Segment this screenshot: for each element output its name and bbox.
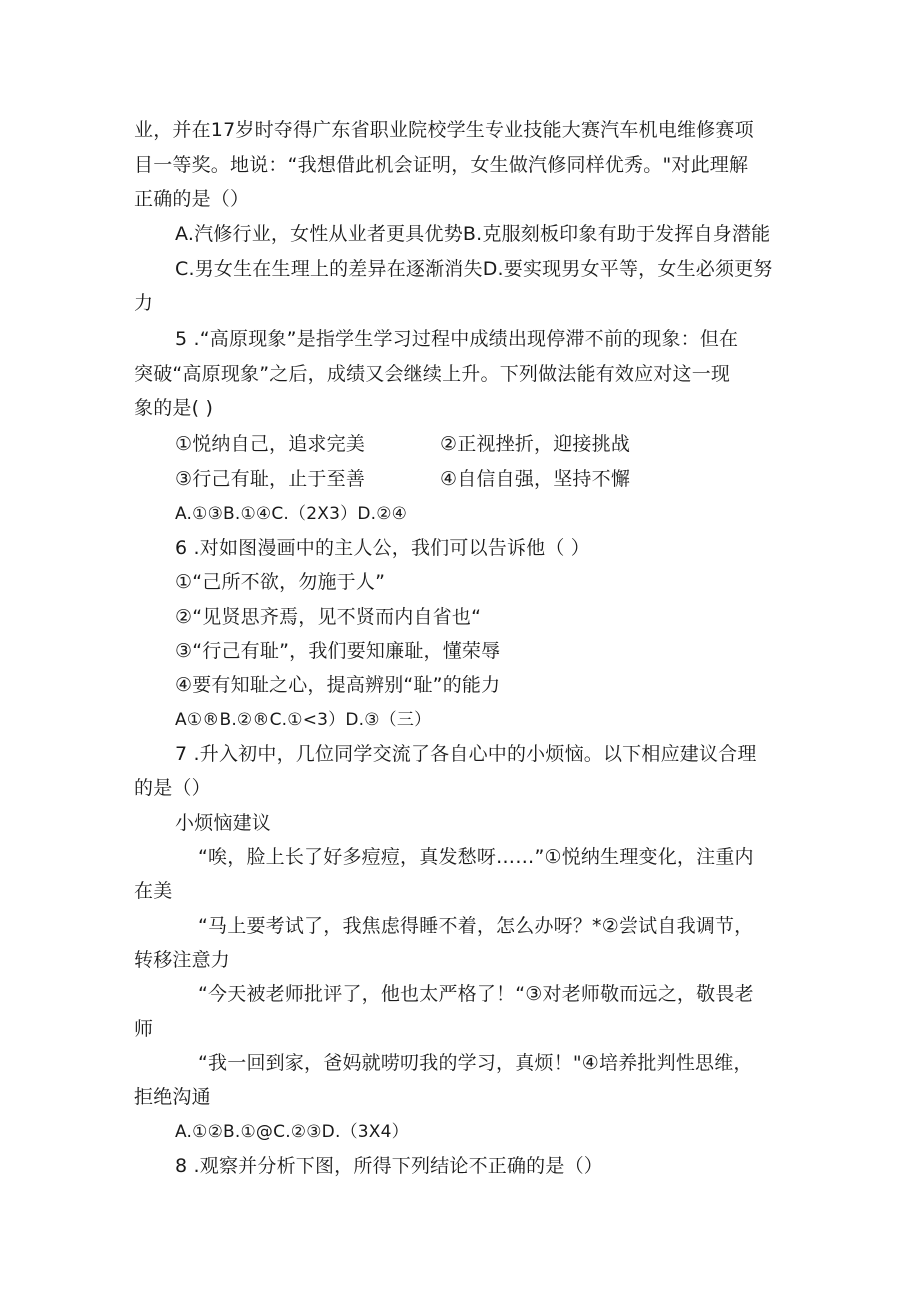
q4-options-cd: C.男女生在生理上的差异在逐渐消失D.要实现男女平等，女生必须更努	[175, 258, 773, 280]
q5-item-3: ③行己有耻，止于至善	[175, 468, 366, 490]
q7-row-2: “马上要考试了，我焦虑得睡不着，怎么办呀？*②尝试自我调节，	[198, 915, 754, 937]
q7-table-header: 小烦恼建议	[175, 812, 272, 834]
q7-stem-line-1: 7 .升入初中，几位同学交流了各自心中的小烦恼。以下相应建议合理	[175, 743, 757, 765]
q7-row-3-cont: 师	[134, 1018, 154, 1040]
q7-answers: A.①②B.①@C.②③D.（3X4）	[175, 1122, 409, 1142]
q6-answers: A①®B.②®C.①<3）D.③（三）	[175, 710, 432, 730]
q4-options-ab: A.汽修行业，女性从业者更具优势B.克服刻板印象有助于发挥自身潜能	[175, 223, 771, 245]
q6-item-3: ③“行己有耻”，我们要知廉耻，懂荣辱	[175, 640, 501, 662]
q4-text-line-1: 业，并在17岁时夺得广东省职业院校学生专业技能大赛汽车机电维修赛项	[134, 119, 754, 141]
q6-item-4: ④要有知耻之心，提高辨别“耻”的能力	[175, 674, 501, 696]
q5-stem-line-1: 5 .“高原现象”是指学生学习过程中成绩出现停滞不前的现象：但在	[175, 328, 739, 350]
q4-text-line-3: 正确的是（）	[134, 188, 250, 210]
q5-answers: A.①③B.①④C.（2X3）D.②④	[175, 504, 408, 524]
q7-row-1: “唉，脸上长了好多痘痘，真发愁呀……”①悦纳生理变化，注重内	[198, 846, 754, 868]
q6-stem: 6 .对如图漫画中的主人公，我们可以告诉他（ ）	[175, 537, 591, 559]
q4-text-line-2: 目一等奖。地说：“我想借此机会证明，女生做汽修同样优秀。"对此理解	[134, 154, 749, 176]
q6-item-2: ②“见贤思齐焉，见不贤而内自省也“	[175, 606, 482, 628]
q5-item-1: ①悦纳自己，追求完美	[175, 433, 366, 455]
q5-item-4: ④自信自强，坚持不懈	[440, 468, 631, 490]
q7-row-4-cont: 拒绝沟通	[134, 1086, 211, 1108]
q7-stem-line-2: 的是（）	[134, 777, 211, 799]
q8-stem: 8 .观察并分析下图，所得下列结论不正确的是（）	[175, 1155, 603, 1177]
q4-options-cd-cont: 力	[134, 292, 154, 314]
q5-item-2: ②正视挫折，迎接挑战	[440, 433, 631, 455]
q7-row-1-cont: 在美	[134, 880, 173, 902]
q7-row-4: “我一回到家，爸妈就唠叨我的学习，真烦！"④培养批判性思维，	[198, 1052, 753, 1074]
q7-row-3: “今天被老师批评了，他也太严格了！“③对老师敬而远之，敬畏老	[198, 983, 754, 1005]
q6-item-1: ①“己所不欲，勿施于人”	[175, 571, 386, 593]
q7-row-2-cont: 转移注意力	[134, 949, 231, 971]
q5-stem-line-2: 突破“高原现象”之后，成绩又会继续上升。下列做法能有效应对这一现	[134, 363, 731, 385]
q5-stem-line-3: 象的是( )	[134, 397, 214, 419]
